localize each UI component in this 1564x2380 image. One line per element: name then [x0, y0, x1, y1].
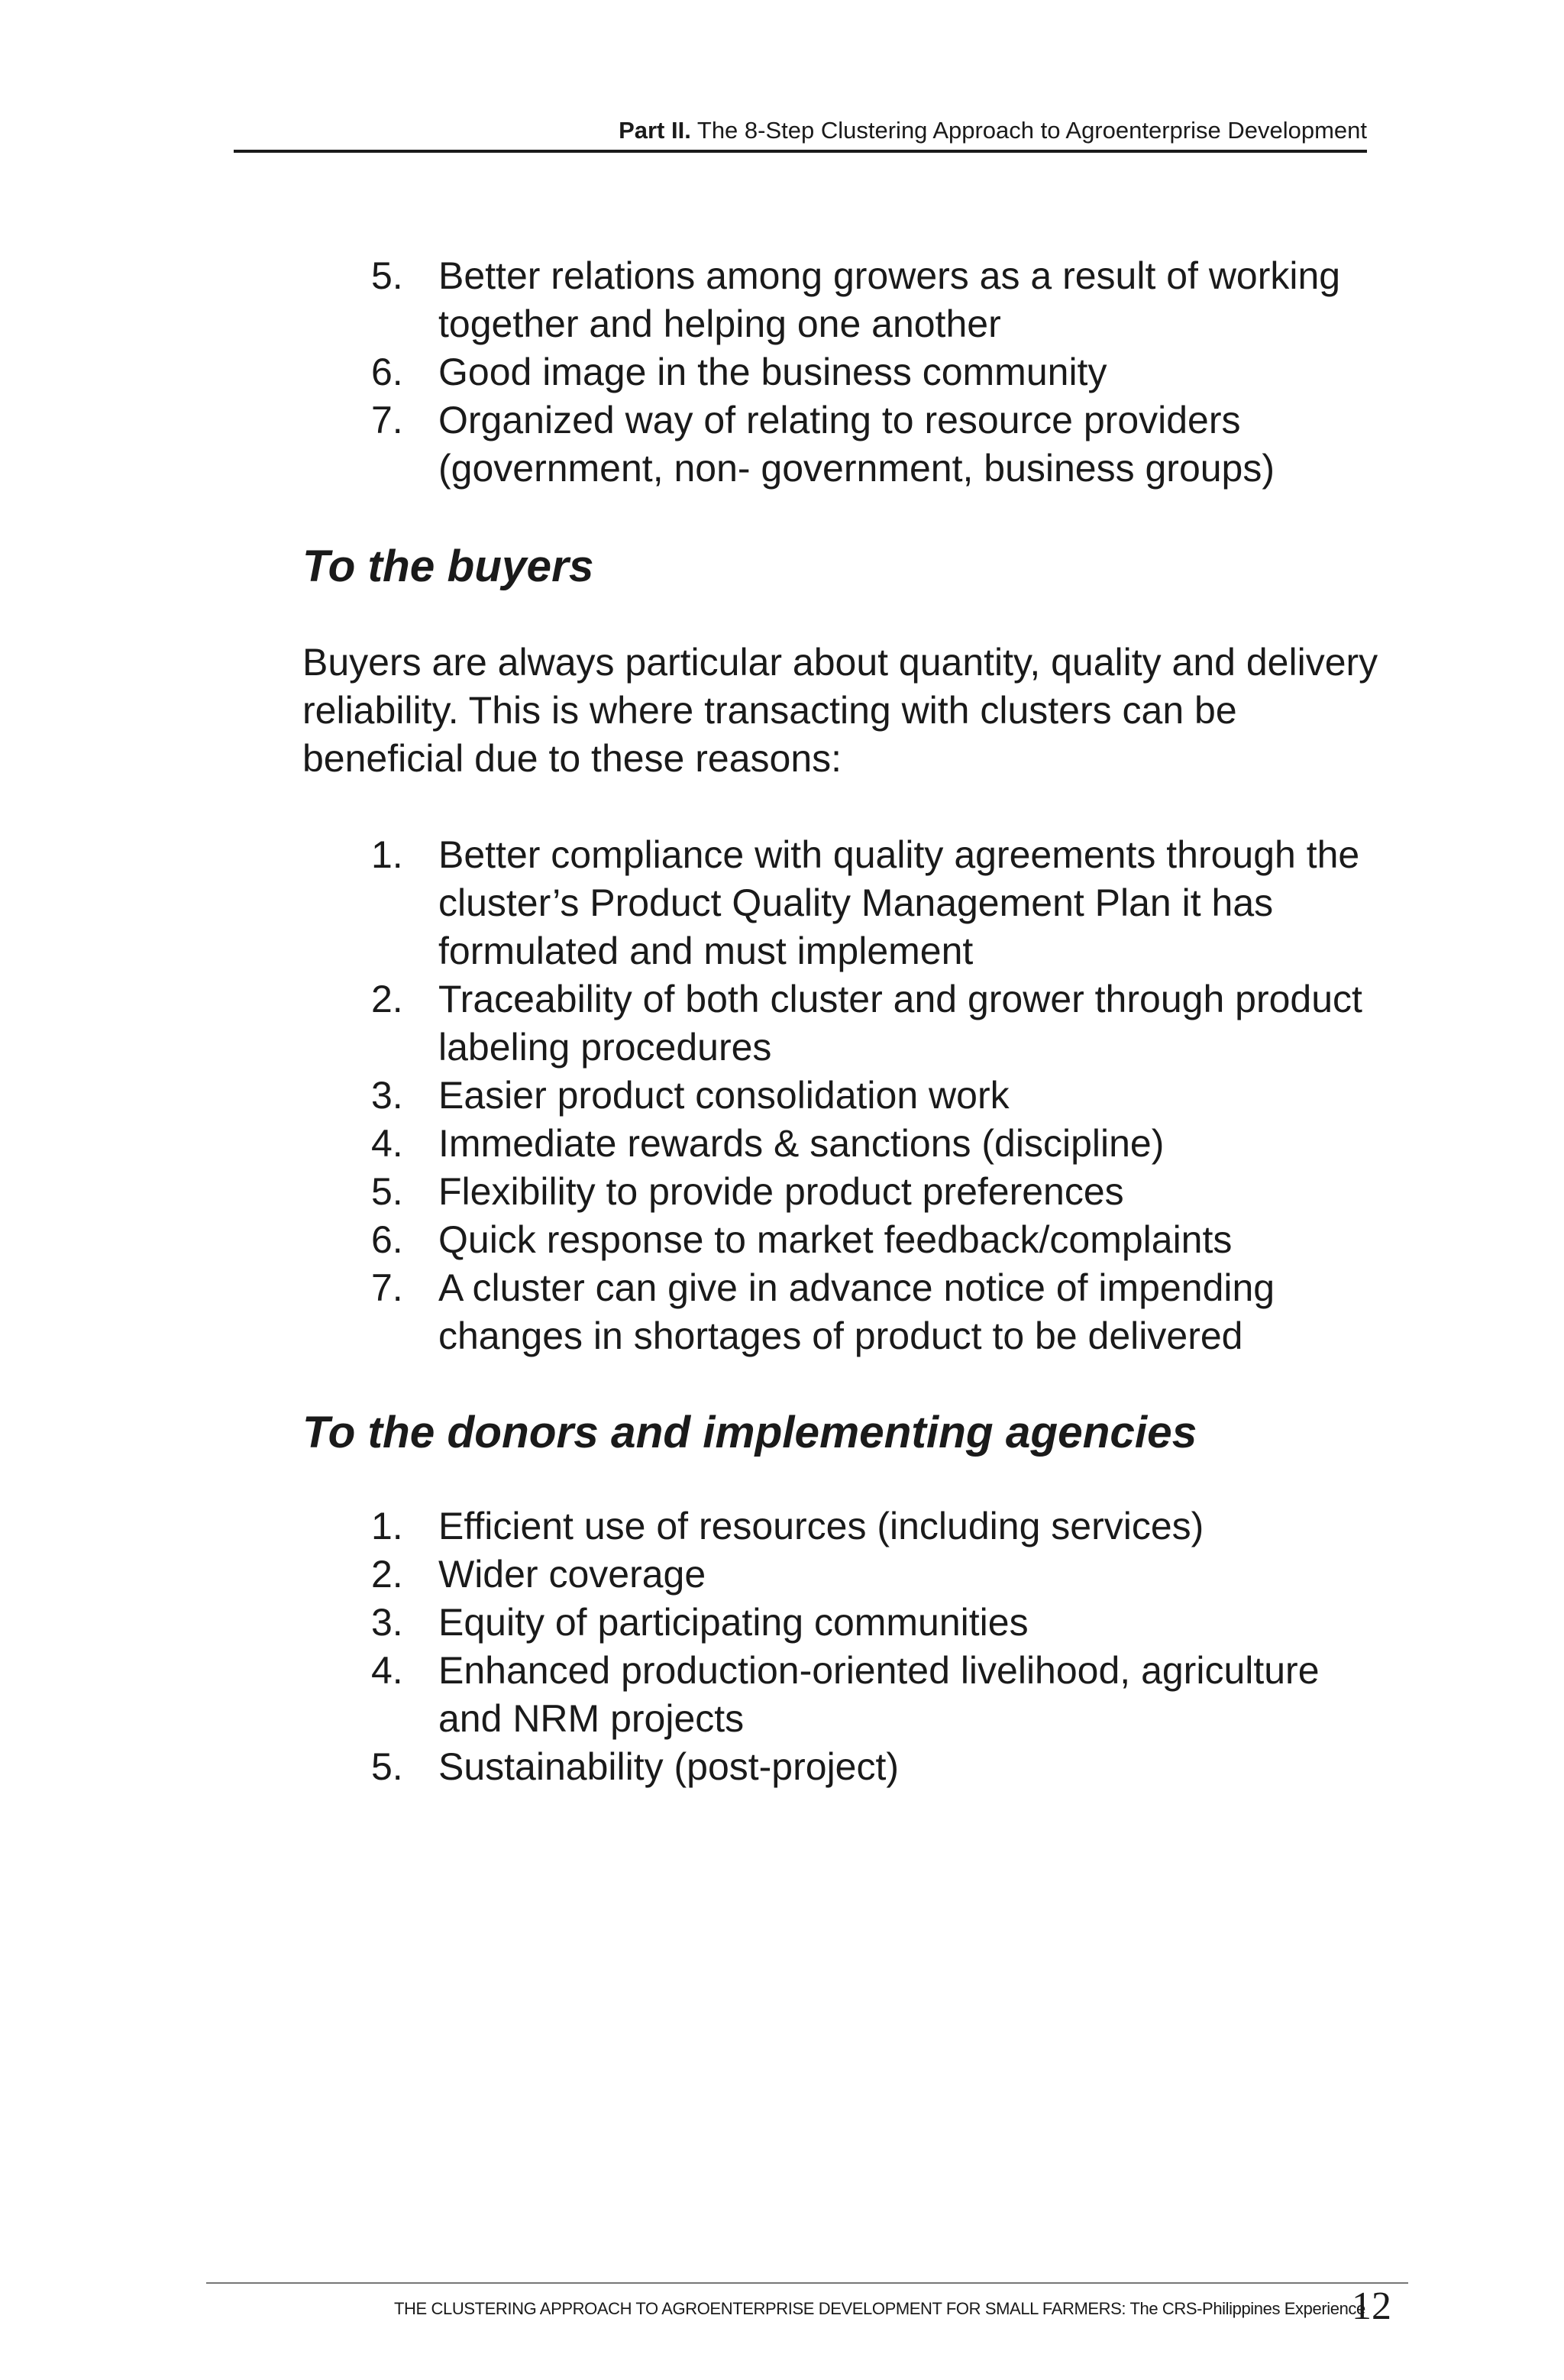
- list-item-text: Sustainability (post-project): [438, 1745, 900, 1788]
- list-item: [302, 975, 1387, 1072]
- list-item: [302, 1647, 1387, 1743]
- list-item: [302, 1216, 1387, 1264]
- list-item-text: Good image in the business community: [438, 351, 1107, 393]
- list-number: 2.: [371, 978, 403, 1020]
- header-rule: [234, 150, 1367, 153]
- list-number: 5.: [371, 1170, 403, 1213]
- list-number: 1.: [371, 1505, 403, 1547]
- list-number: 5.: [371, 254, 403, 297]
- list-item-text: Better compliance with quality agreements through the cluster’s Product Quality Management Plan it has formulated and must implement: [438, 833, 1360, 972]
- footer-rule: [206, 2282, 1408, 2284]
- list-item-text: A cluster can give in advance notice of impending changes in shortages of product to be delivered: [438, 1266, 1275, 1357]
- page-body: [302, 252, 1387, 1791]
- running-header: [234, 116, 1367, 144]
- list-item-text: Better relations among growers as a result of working together and helping one another: [438, 254, 1341, 345]
- list-item: [302, 348, 1387, 396]
- list-number: 6.: [371, 1218, 403, 1261]
- list-item: [302, 396, 1387, 493]
- header-title: The 8-Step Clustering Approach to Agroenterprise Development: [690, 117, 1367, 144]
- list-item: [302, 1743, 1387, 1791]
- list-item: [302, 831, 1387, 975]
- growers-benefits-list: [302, 252, 1387, 493]
- list-item-text: Quick response to market feedback/complaints: [438, 1218, 1233, 1261]
- list-item-text: Equity of participating communities: [438, 1601, 1029, 1644]
- buyers-intro-paragraph: Buyers are always particular about quantity, quality and delivery reliability. This is where transacting with clusters can be beneficial due to these reasons:: [302, 641, 1378, 780]
- running-footer: THE CLUSTERING APPROACH TO AGROENTERPRISE DEVELOPMENT FOR SMALL FARMERS: The CRS-Philippines Experience: [394, 2299, 1365, 2318]
- list-item-text: Enhanced production-oriented livelihood, agriculture and NRM projects: [438, 1649, 1320, 1740]
- list-item-text: Immediate rewards & sanctions (discipline): [438, 1122, 1165, 1165]
- list-item: [302, 1502, 1387, 1551]
- page-number: 12: [1352, 2285, 1391, 2328]
- list-number: 4.: [371, 1649, 403, 1692]
- list-number: 5.: [371, 1745, 403, 1788]
- list-number: 4.: [371, 1122, 403, 1165]
- list-item: [302, 252, 1387, 348]
- list-item-text: Organized way of relating to resource providers (government, non- government, business groups): [438, 399, 1275, 490]
- list-number: 1.: [371, 833, 403, 876]
- buyers-heading: To the buyers: [302, 542, 594, 591]
- donors-heading: To the donors and implementing agencies: [302, 1408, 1197, 1457]
- list-number: 3.: [371, 1074, 403, 1117]
- list-number: 7.: [371, 399, 403, 441]
- list-item-text: Efficient use of resources (including services): [438, 1505, 1204, 1547]
- list-item-text: Easier product consolidation work: [438, 1074, 1010, 1117]
- list-item: [302, 1072, 1387, 1120]
- list-number: 7.: [371, 1266, 403, 1309]
- list-item-text: Wider coverage: [438, 1553, 706, 1596]
- list-number: 2.: [371, 1553, 403, 1596]
- list-item: [302, 1551, 1387, 1599]
- buyers-benefits-list: [302, 831, 1387, 1360]
- list-item-text: Traceability of both cluster and grower through product labeling procedures: [438, 978, 1362, 1069]
- header-part-label: Part II.: [619, 117, 691, 144]
- list-number: 6.: [371, 351, 403, 393]
- list-item: [302, 1120, 1387, 1168]
- donors-benefits-list: [302, 1502, 1387, 1791]
- list-item: [302, 1599, 1387, 1647]
- list-item-text: Flexibility to provide product preferences: [438, 1170, 1124, 1213]
- list-item: [302, 1264, 1387, 1360]
- list-number: 3.: [371, 1601, 403, 1644]
- list-item: [302, 1168, 1387, 1216]
